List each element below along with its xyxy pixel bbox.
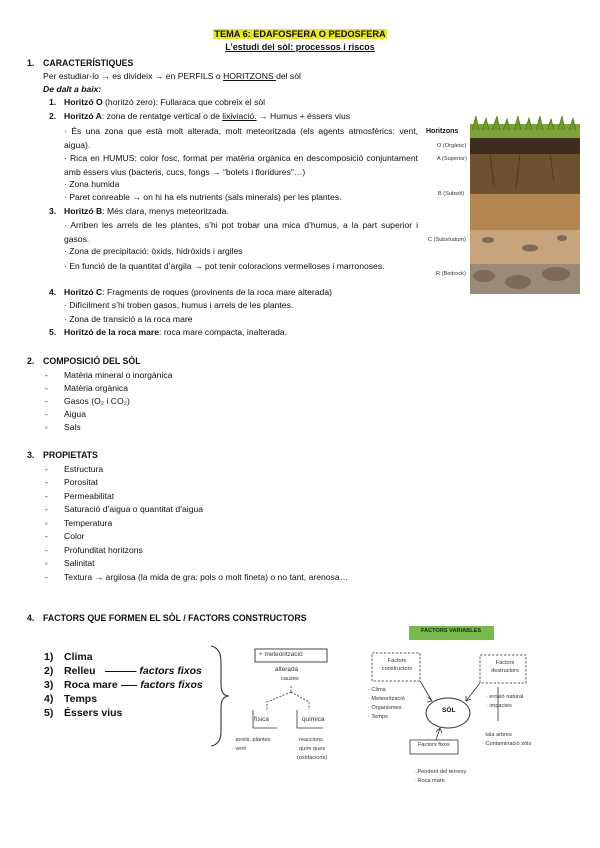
handwritten-sketch xyxy=(205,640,365,760)
factor-relleu-note: ——— factors fixos xyxy=(105,665,202,677)
soil-layer-a: A (Superior) xyxy=(437,156,467,162)
list-dash: - xyxy=(45,396,48,406)
handwritten-note: reaccions xyxy=(299,737,323,743)
handwritten-causes: causes xyxy=(281,676,299,682)
factor-number: 2) xyxy=(44,665,54,677)
factor-number: 1) xyxy=(44,651,54,663)
list-dash: - xyxy=(45,531,48,541)
soil-layer-o: O (Orgànic) xyxy=(437,143,467,149)
list-dash: - xyxy=(45,477,48,487)
diagram-impact-item: · tala arbres xyxy=(482,732,512,738)
brace-icon xyxy=(211,646,229,746)
list-dash: - xyxy=(45,572,48,582)
handwritten-alterada: alterada xyxy=(275,666,299,673)
list-item: Salinitat xyxy=(64,558,95,568)
diagram-constructors: Factors constructors xyxy=(381,658,413,672)
list-dash: - xyxy=(45,545,48,555)
diagram-constructors-item: · Clima xyxy=(368,687,386,693)
horizon-b-number: 3. xyxy=(49,206,57,216)
section-3-heading: PROPIETATS xyxy=(43,450,98,460)
horizon-b-point-1: · Arriben les arrels de les plantes, s’hi pot trobar una mica d’humus, a la part superior i gasos. xyxy=(64,220,418,244)
list-item: Matèria orgànica xyxy=(64,383,129,393)
handwritten-note: · vent xyxy=(232,746,246,752)
list-item: Estructura xyxy=(64,464,104,474)
section-4-number: 4. xyxy=(27,613,35,623)
list-item: Gasos (O₂ i CO₂) xyxy=(64,396,130,406)
section-3-number: 3. xyxy=(27,450,35,460)
diagram-constructors-item: · Organismes xyxy=(368,705,402,711)
horizon-a-point-2: · Rica en HUMUS: color fosc, format per matèria orgànica en descomposició conjuntament amb éssers vius (bacteris, cucs, fongs → “bolets i floridures”…) xyxy=(64,153,418,177)
section-4-heading: FACTORS QUE FORMEN EL SÒL / FACTORS CONSTRUCTORS xyxy=(43,613,307,623)
factor-essers-vius: Éssers vius xyxy=(64,707,123,719)
section-1-intro: Per estudiar-lo → es divideix → en PERFILS o HORITZONS del sòl xyxy=(43,71,301,81)
section-1-order: De dalt a baix: xyxy=(43,84,102,94)
horizon-r: Horitzó de la roca mare: roca mare compacta, inalterada. xyxy=(64,327,288,337)
handwritten-box: + meteorització xyxy=(259,651,303,658)
section-1-heading: CARACTERÍSTIQUES xyxy=(43,58,134,68)
list-item: Textura → argilosa (la mida de gra: pols o molt fineta) o no tant, arenosa… xyxy=(64,572,349,582)
horizon-c: Horitzó C: Fragments de roques (provinents de la roca mare alterada) xyxy=(64,287,332,297)
factor-number: 4) xyxy=(44,693,54,705)
horizon-c-point-1: · Difícilment s’hi troben gasos, humus i arrels de les plantes. xyxy=(64,300,294,310)
list-item: Color xyxy=(64,531,85,541)
diagram-constructors-item: · Temps xyxy=(368,714,388,720)
horizon-b-point-3: · En funció de la quantitat d’argila → pot tenir coloracions vermelloses i marronoses. xyxy=(64,261,385,271)
list-dash: - xyxy=(45,464,48,474)
soil-layer-b: B (Subsòl) xyxy=(438,191,465,197)
section-1-number: 1. xyxy=(27,58,35,68)
diagram-impact-item: · Contaminació sòls xyxy=(482,741,532,747)
list-dash: - xyxy=(45,518,48,528)
handwritten-quimica: química xyxy=(302,716,325,723)
handwritten-note: · arrels, plantes xyxy=(232,737,271,743)
list-item: Permeabilitat xyxy=(64,491,115,501)
page-title: TEMA 6: EDAFOSFERA O PEDOSFERA xyxy=(214,29,386,39)
horizon-b: Horitzó B: Més clara, menys meteoritzada. xyxy=(64,206,229,216)
list-dash: - xyxy=(45,422,48,432)
diagram-fixed-item: · Pendent del terreny xyxy=(414,769,467,775)
list-dash: - xyxy=(45,558,48,568)
soil-layer-r: R (Bedrock) xyxy=(436,271,466,277)
page-subtitle: L’estudi del sòl: processos i riscos xyxy=(225,42,375,52)
factor-number: 3) xyxy=(44,679,54,691)
factor-roca-mare: Roca mare xyxy=(64,679,118,691)
list-dash: - xyxy=(45,491,48,501)
handwritten-note: (oxidacions) xyxy=(297,755,328,761)
soil-profile-image xyxy=(470,116,580,294)
horizon-a: Horitzó A: zona de rentatge vertical o de lixiviació. → Humus + éssers vius xyxy=(64,111,351,121)
horizon-a-number: 2. xyxy=(49,111,57,121)
diagram-fixed: Factors fixos xyxy=(418,742,450,748)
horizon-c-point-2: · Zona de transició a la roca mare xyxy=(64,314,193,324)
list-item: Sals xyxy=(64,422,81,432)
diagram-title: FACTORS VARIABLES xyxy=(421,628,482,634)
diagram-constructors-item: · Meteorització xyxy=(368,696,405,702)
horizon-c-number: 4. xyxy=(49,287,57,297)
list-item: Aigua xyxy=(64,409,86,419)
diagram-fixed-item: · Roca mare xyxy=(414,778,445,784)
section-2-number: 2. xyxy=(27,356,35,366)
factor-relleu: Relleu xyxy=(64,665,96,677)
list-dash: - xyxy=(45,370,48,380)
list-item: Saturació d’aigua o quantitat d’aigua xyxy=(64,504,204,514)
list-item: Matèria mineral o inorgànica xyxy=(64,370,173,380)
list-item: Temperatura xyxy=(64,518,113,528)
horizon-a-point-4: · Paret conreable → on hi ha els nutrients (sals minerals) per les plantes. xyxy=(64,192,342,202)
list-item: Porositat xyxy=(64,477,98,487)
horizon-o-number: 1. xyxy=(49,97,57,107)
diagram-destructors-item: · impactes xyxy=(486,703,512,709)
horizon-r-number: 5. xyxy=(49,327,57,337)
factor-clima: Clima xyxy=(64,651,93,663)
handwritten-note: quím ques xyxy=(299,746,326,752)
list-dash: - xyxy=(45,504,48,514)
diagram-destructors: Factors destructors xyxy=(491,660,519,674)
list-item: Profunditat horitzons xyxy=(64,545,143,555)
soil-image-label: Horitzons xyxy=(426,128,459,135)
factor-number: 5) xyxy=(44,707,54,719)
grass-icon xyxy=(470,116,580,138)
factor-roca-mare-note: —– factors fixos xyxy=(121,679,203,691)
soil-layer-c: C (Substratum) xyxy=(428,237,466,243)
section-2-heading: COMPOSICIÓ DEL SÒL xyxy=(43,356,141,366)
list-dash: - xyxy=(45,409,48,419)
horizon-a-point-1: · És una zona que està molt alterada, molt meteoritzada (els agents atmosfèrics: vent, aigua). xyxy=(64,126,418,150)
horizon-o: Horitzó O (horitzó zero): Fullaraca que cobreix el sòl xyxy=(64,97,266,107)
horizon-a-point-3: · Zona humida xyxy=(64,179,120,189)
handwritten-fisica: física xyxy=(254,716,269,723)
diagram-destructors-item: · erosió natural xyxy=(486,694,524,700)
factor-temps: Temps xyxy=(64,693,98,705)
diagram-center: SÒL xyxy=(442,707,456,714)
list-dash: - xyxy=(45,383,48,393)
horizon-b-point-2: · Zona de precipitació: òxids, hidròxids i argiles xyxy=(64,246,243,256)
